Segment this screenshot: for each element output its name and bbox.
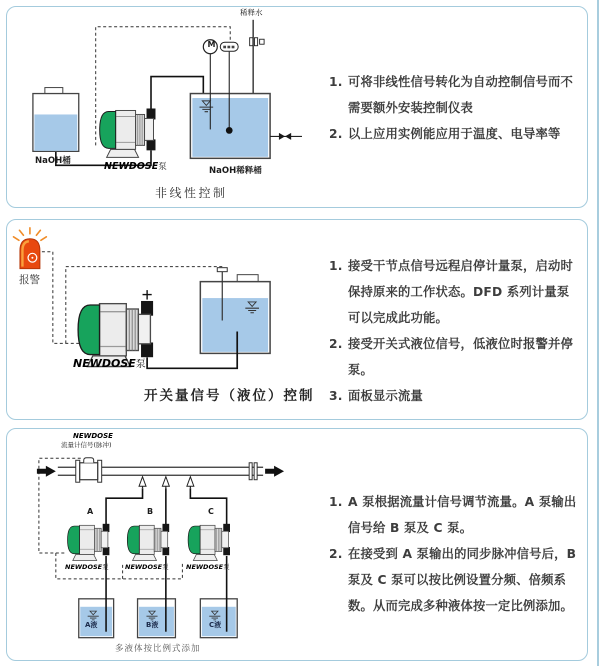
note-number: 2. xyxy=(329,127,343,141)
outlet-valve-icon xyxy=(279,133,291,140)
level-probe-head xyxy=(217,268,227,272)
naoh-tank-liquid xyxy=(34,114,77,150)
note-number: 1. xyxy=(329,259,343,273)
note-item xyxy=(329,541,581,619)
panel-level-control xyxy=(6,219,588,420)
injection-valve-icon xyxy=(139,477,146,488)
dilution-valve-icon xyxy=(250,38,253,46)
pump-c-icon xyxy=(188,524,230,561)
injection-valve-icon xyxy=(187,477,194,488)
flow-out-arrow xyxy=(265,466,284,477)
pump-c-letter: C xyxy=(208,507,214,516)
diagram-title: 非线性控制 xyxy=(155,186,228,200)
pump-label: NEWDOSE泵 xyxy=(104,161,167,172)
dilution-valve-icon xyxy=(254,38,257,46)
motor-letter: M xyxy=(207,40,216,49)
note-text: 接受干节点信号远程启停计量泵，启动时保持原来的工作状态。DFD 系列计量泵可以完成此功能。 xyxy=(348,259,573,325)
flow-in-arrow xyxy=(37,466,56,477)
tank-c-label: C液 xyxy=(209,621,222,629)
pump-a-icon xyxy=(68,524,110,561)
diagram-title: 开关量信号（液位）控制 xyxy=(144,388,315,404)
notes-list xyxy=(329,489,581,619)
tank-b-label: B液 xyxy=(146,621,159,629)
pump-icon xyxy=(100,108,156,157)
alarm-beacon-icon xyxy=(13,228,46,269)
injection-valve-icon xyxy=(162,477,169,488)
note-text: 面板显示流量 xyxy=(348,389,423,403)
note-text: 在接受到 A 泵输出的同步脉冲信号后，B 泵及 C 泵可以按比例设置分频、倍频系数。从而完成多种液体按一定比例添加。 xyxy=(348,547,577,613)
sensor-probe-tip xyxy=(226,127,233,134)
solution-tank-liquid xyxy=(202,298,268,352)
dilution-tank-label: NaOH稀释桶 xyxy=(209,166,262,176)
note-item xyxy=(329,69,581,121)
pump-b-letter: B xyxy=(147,507,154,516)
pump-b-label: NEWDOSE泵 xyxy=(125,563,169,571)
note-item xyxy=(329,489,581,541)
dilution-valve-handle xyxy=(260,39,264,44)
alarm-label: 报警 xyxy=(19,274,40,286)
note-item xyxy=(329,331,581,383)
notes-list xyxy=(329,69,581,147)
note-item xyxy=(329,253,581,331)
note-number: 1. xyxy=(329,495,343,509)
diagram-title: 多液体按比例式添加 xyxy=(115,644,201,654)
naoh-tank-label: NaOH桶 xyxy=(35,156,71,166)
flowmeter-body xyxy=(80,463,98,480)
flowmeter-top xyxy=(84,458,94,463)
note-item xyxy=(329,121,581,147)
note-text: 接受开关式液位信号，低液位时报警并停泵。 xyxy=(348,337,573,377)
pump-b-icon xyxy=(127,524,169,561)
tank-a-label: A液 xyxy=(85,621,98,629)
note-number: 3. xyxy=(329,389,343,403)
pump-c-label: NEWDOSE泵 xyxy=(186,563,230,571)
note-number: 2. xyxy=(329,547,343,561)
flowmeter-signal-label: 流量计信号(脉冲) xyxy=(61,441,112,449)
note-number: 1. xyxy=(329,75,343,89)
page-right-edge xyxy=(597,0,599,666)
note-text: A 泵根据流量计信号调节流量。A 泵输出信号给 B 泵及 C 泵。 xyxy=(348,495,577,535)
discharge-tube-a xyxy=(106,488,142,524)
note-number: 2. xyxy=(329,337,343,351)
note-text: 可将非线性信号转化为自动控制信号而不需要额外安装控制仪表 xyxy=(348,75,573,115)
pump-label: NEWDOSE泵 xyxy=(73,357,146,370)
panel-nonlinear-control xyxy=(6,6,588,208)
pump-a-label: NEWDOSE泵 xyxy=(65,563,109,571)
pump-a-letter: A xyxy=(87,507,94,516)
pipe-flange xyxy=(254,463,257,480)
panel-proportional-dosing xyxy=(6,428,588,661)
dilution-water-label: 稀释水 xyxy=(240,8,263,17)
notes-list xyxy=(329,253,581,409)
note-item xyxy=(329,383,581,409)
flowmeter-brand-label: NEWDOSE xyxy=(73,432,113,440)
note-text: 以上应用实例能应用于温度、电导率等 xyxy=(348,127,561,141)
flowmeter-flange xyxy=(76,460,80,482)
pipe-flange xyxy=(249,463,252,480)
